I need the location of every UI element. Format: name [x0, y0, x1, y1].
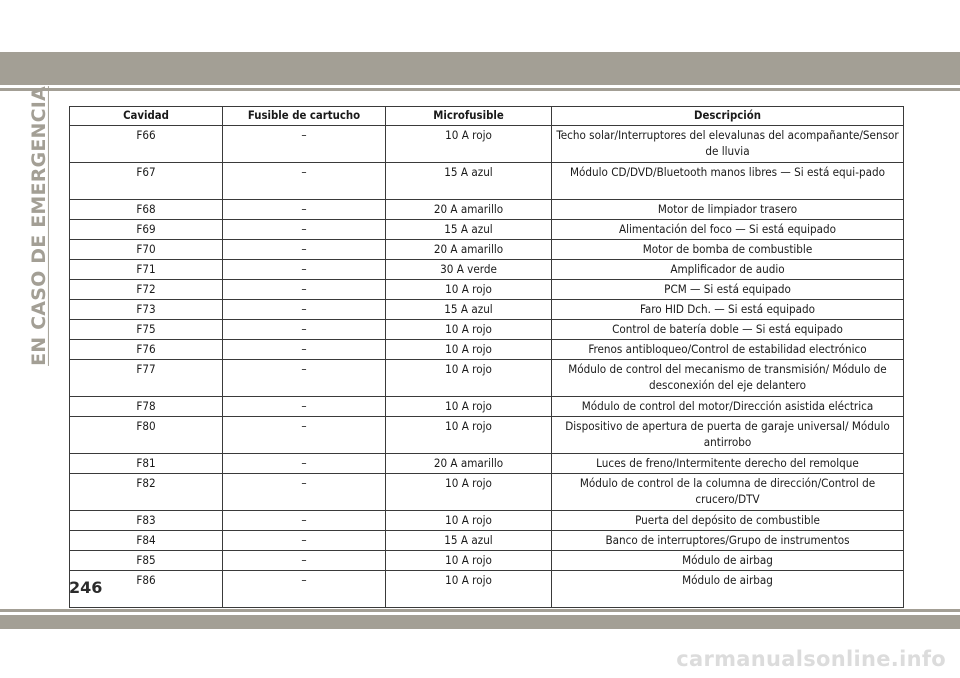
cell-microfusible: 20 A amarillo: [386, 200, 552, 220]
cell-descripcion: Faro HID Dch. — Si está equipado: [552, 300, 904, 320]
header-fusible-cartucho: Fusible de cartucho: [223, 107, 386, 126]
cell-fusible: –: [223, 360, 386, 397]
cell-microfusible: 15 A azul: [386, 163, 552, 200]
cell-microfusible: 10 A rojo: [386, 417, 552, 454]
cell-descripcion: Frenos antibloqueo/Control de estabilidad electrónico: [552, 340, 904, 360]
cell-descripcion: Amplificador de audio: [552, 260, 904, 280]
cell-microfusible: 15 A azul: [386, 220, 552, 240]
bottom-rule: [0, 609, 960, 612]
cell-descripcion: Puerta del depósito de combustible: [552, 511, 904, 531]
cell-fusible: –: [223, 454, 386, 474]
table-row: [70, 531, 904, 551]
table-row: [70, 220, 904, 240]
top-color-band: [0, 52, 960, 85]
cell-fusible: –: [223, 474, 386, 511]
cell-descripcion: Alimentación del foco — Si está equipado: [552, 220, 904, 240]
section-side-title: [26, 86, 52, 366]
cell-microfusible: 10 A rojo: [386, 571, 552, 608]
cell-fusible: –: [223, 340, 386, 360]
cell-microfusible: 10 A rojo: [386, 340, 552, 360]
cell-cavidad: F77: [70, 360, 223, 397]
cell-descripcion: Módulo de airbag: [552, 551, 904, 571]
table-row: [70, 280, 904, 300]
cell-fusible: –: [223, 511, 386, 531]
table-row: [70, 300, 904, 320]
cell-descripcion: PCM — Si está equipado: [552, 280, 904, 300]
cell-microfusible: 10 A rojo: [386, 511, 552, 531]
table-row: [70, 551, 904, 571]
cell-fusible: –: [223, 240, 386, 260]
cell-descripcion: Techo solar/Interruptores del elevalunas del acompañante/Sensor de lluvia: [552, 126, 904, 163]
cell-cavidad: F85: [70, 551, 223, 571]
table-row: [70, 397, 904, 417]
cell-microfusible: 10 A rojo: [386, 474, 552, 511]
cell-descripcion: Módulo CD/DVD/Bluetooth manos libres — Si está equi-pado: [552, 163, 904, 200]
section-title-text: EN CASO DE EMERGENCIA: [28, 86, 51, 366]
cell-fusible: –: [223, 531, 386, 551]
cell-descripcion: Banco de interruptores/Grupo de instrumentos: [552, 531, 904, 551]
cell-microfusible: 10 A rojo: [386, 360, 552, 397]
cell-cavidad: F70: [70, 240, 223, 260]
cell-cavidad: F69: [70, 220, 223, 240]
cell-microfusible: 10 A rojo: [386, 551, 552, 571]
watermark-text: carmanualsonline.info: [676, 647, 946, 671]
table-row: [70, 511, 904, 531]
cell-cavidad: F72: [70, 280, 223, 300]
table-row: [70, 474, 904, 511]
cell-microfusible: 10 A rojo: [386, 126, 552, 163]
cell-cavidad: F66: [70, 126, 223, 163]
header-microfusible: Microfusible: [386, 107, 552, 126]
table-row: [70, 454, 904, 474]
cell-fusible: –: [223, 551, 386, 571]
cell-fusible: –: [223, 220, 386, 240]
cell-cavidad: F78: [70, 397, 223, 417]
bottom-color-band: [0, 615, 960, 629]
header-descripcion: Descripción: [552, 107, 904, 126]
cell-cavidad: F67: [70, 163, 223, 200]
cell-microfusible: 20 A amarillo: [386, 240, 552, 260]
cell-descripcion: Motor de limpiador trasero: [552, 200, 904, 220]
cell-microfusible: 30 A verde: [386, 260, 552, 280]
table-row: [70, 571, 904, 608]
cell-cavidad: F82: [70, 474, 223, 511]
cell-fusible: –: [223, 571, 386, 608]
cell-cavidad: F68: [70, 200, 223, 220]
table-row: [70, 163, 904, 200]
cell-fusible: –: [223, 300, 386, 320]
cell-cavidad: F84: [70, 531, 223, 551]
cell-microfusible: 10 A rojo: [386, 397, 552, 417]
cell-descripcion: Dispositivo de apertura de puerta de garaje universal/ Módulo antirrobo: [552, 417, 904, 454]
top-rule: [0, 88, 960, 91]
table-row: [70, 417, 904, 454]
table-row: [70, 126, 904, 163]
cell-descripcion: Módulo de control del motor/Dirección asistida eléctrica: [552, 397, 904, 417]
cell-cavidad: F73: [70, 300, 223, 320]
cell-cavidad: F80: [70, 417, 223, 454]
cell-cavidad: F81: [70, 454, 223, 474]
page-number: 246: [69, 578, 103, 597]
header-cavidad: Cavidad: [70, 107, 223, 126]
cell-cavidad: F71: [70, 260, 223, 280]
cell-descripcion: Motor de bomba de combustible: [552, 240, 904, 260]
table-row: [70, 260, 904, 280]
cell-fusible: –: [223, 280, 386, 300]
cell-fusible: –: [223, 163, 386, 200]
table-row: [70, 360, 904, 397]
cell-fusible: –: [223, 320, 386, 340]
cell-microfusible: 15 A azul: [386, 300, 552, 320]
cell-descripcion: Luces de freno/Intermitente derecho del remolque: [552, 454, 904, 474]
cell-cavidad: F76: [70, 340, 223, 360]
cell-microfusible: 10 A rojo: [386, 280, 552, 300]
cell-fusible: –: [223, 126, 386, 163]
cell-descripcion: Control de batería doble — Si está equipado: [552, 320, 904, 340]
table-row: [70, 320, 904, 340]
table-row: [70, 200, 904, 220]
cell-microfusible: 10 A rojo: [386, 320, 552, 340]
cell-cavidad: F75: [70, 320, 223, 340]
cell-descripcion: Módulo de control de la columna de dirección/Control de crucero/DTV: [552, 474, 904, 511]
cell-fusible: –: [223, 260, 386, 280]
cell-cavidad: F83: [70, 511, 223, 531]
cell-fusible: –: [223, 397, 386, 417]
cell-descripcion: Módulo de airbag: [552, 571, 904, 608]
cell-microfusible: 15 A azul: [386, 531, 552, 551]
table-row: [70, 340, 904, 360]
table-header-row: [70, 107, 904, 126]
cell-fusible: –: [223, 200, 386, 220]
table-row: [70, 240, 904, 260]
cell-fusible: –: [223, 417, 386, 454]
fuse-table: [69, 106, 904, 608]
cell-descripcion: Módulo de control del mecanismo de transmisión/ Módulo de desconexión del eje delantero: [552, 360, 904, 397]
cell-microfusible: 20 A amarillo: [386, 454, 552, 474]
cell-cavidad: F86: [70, 571, 223, 608]
